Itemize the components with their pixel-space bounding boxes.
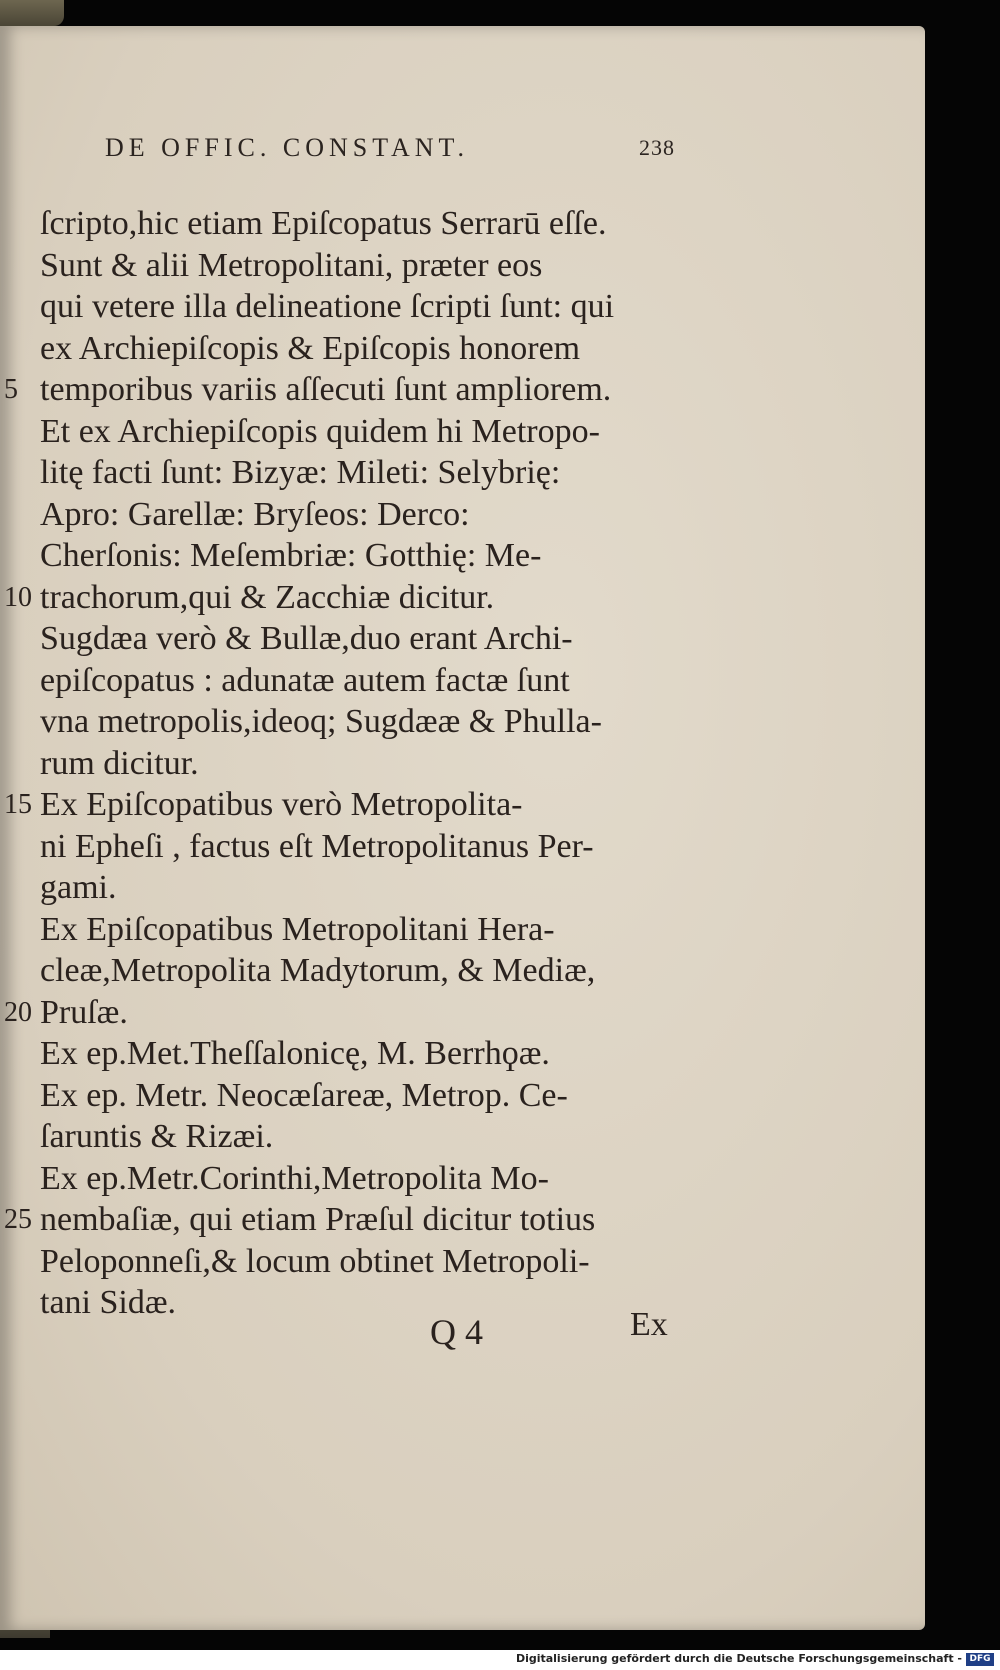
text-line: vna metropolis,ideoq; Sugdææ & Phulla-	[40, 703, 602, 740]
text-line: ſaruntis & Rizæi.	[40, 1118, 274, 1155]
signature-mark: Q 4	[430, 1312, 483, 1352]
text-line: Et ex Archiepiſcopis quidem hi Metropo-	[40, 412, 600, 450]
text-line: cleæ,Metropolita Madytorum, & Mediæ,	[40, 952, 596, 989]
text-line: ex Archiepiſcopis & Epiſcopis honorem	[40, 329, 581, 367]
margin-line-number: 25	[4, 1204, 32, 1235]
dfg-logo-icon: DFG	[966, 1653, 994, 1666]
text-line: Ex Epiſcopatibus Metropolitani Hera-	[40, 910, 555, 948]
text-line: Peloponneſi,& locum obtinet Metropoli-	[40, 1242, 590, 1280]
text-line: temporibus variis aſſecuti ſunt ampliorem.	[40, 371, 612, 408]
text-line: Apro: Garellæ: Bryſeos: Derco:	[40, 495, 470, 533]
text-line: Ex ep. Metr. Neocæſareæ, Metrop. Ce-	[40, 1076, 568, 1114]
text-line: gami.	[40, 869, 117, 906]
margin-line-number: 5	[4, 374, 18, 405]
book-page	[0, 26, 925, 1630]
text-line: tani Sidæ.	[40, 1284, 177, 1321]
margin-line-number: 15	[4, 789, 32, 820]
text-line: epiſcopatus : adunatæ autem factæ ſunt	[40, 661, 570, 699]
text-line: Pruſæ.	[40, 993, 128, 1031]
text-line: Sugdæa verò & Bullæ,duo erant Archi-	[40, 620, 573, 657]
margin-line-number: 20	[4, 996, 32, 1028]
text-line: ni Epheſi , factus eſt Metropolitanus Per-	[40, 827, 594, 865]
digitization-footer	[0, 1650, 1000, 1670]
catchword: Ex	[630, 1306, 668, 1343]
margin-line-number: 10	[4, 581, 32, 613]
text-line: Cherſonis: Meſembriæ: Gotthię: Me-	[40, 537, 542, 574]
page-number: 238	[639, 135, 675, 160]
text-line: Sunt & alii Metropolitani, præter eos	[40, 246, 543, 284]
text-line: litę facti ſunt: Bizyæ: Mileti: Selybrię:	[40, 454, 561, 491]
color-tab-top	[0, 0, 64, 26]
text-line: nembaſiæ, qui etiam Præſul dicitur totius	[40, 1201, 596, 1238]
text-line: ſcripto,hic etiam Epiſcopatus Serrarū eſſe.	[40, 205, 607, 242]
text-line: Ex Epiſcopatibus verò Metropolita-	[40, 786, 523, 823]
footer-credit: Digitalisierung gefördert durch die Deutsche Forschungsgemeinschaft -	[515, 1652, 962, 1665]
text-line: qui vetere illa delineatione ſcripti ſunt: qui	[40, 288, 615, 325]
text-line: trachorum,qui & Zacchiæ dicitur.	[40, 578, 495, 616]
text-line: Ex ep.Metr.Corinthi,Metropolita Mo-	[40, 1159, 549, 1197]
running-head: DE OFFIC. CONSTANT.	[105, 133, 470, 162]
text-line: rum dicitur.	[40, 744, 199, 782]
text-line: Ex ep.Met.Theſſalonicę, M. Berrhϙæ.	[40, 1035, 550, 1072]
page-header	[105, 133, 675, 173]
